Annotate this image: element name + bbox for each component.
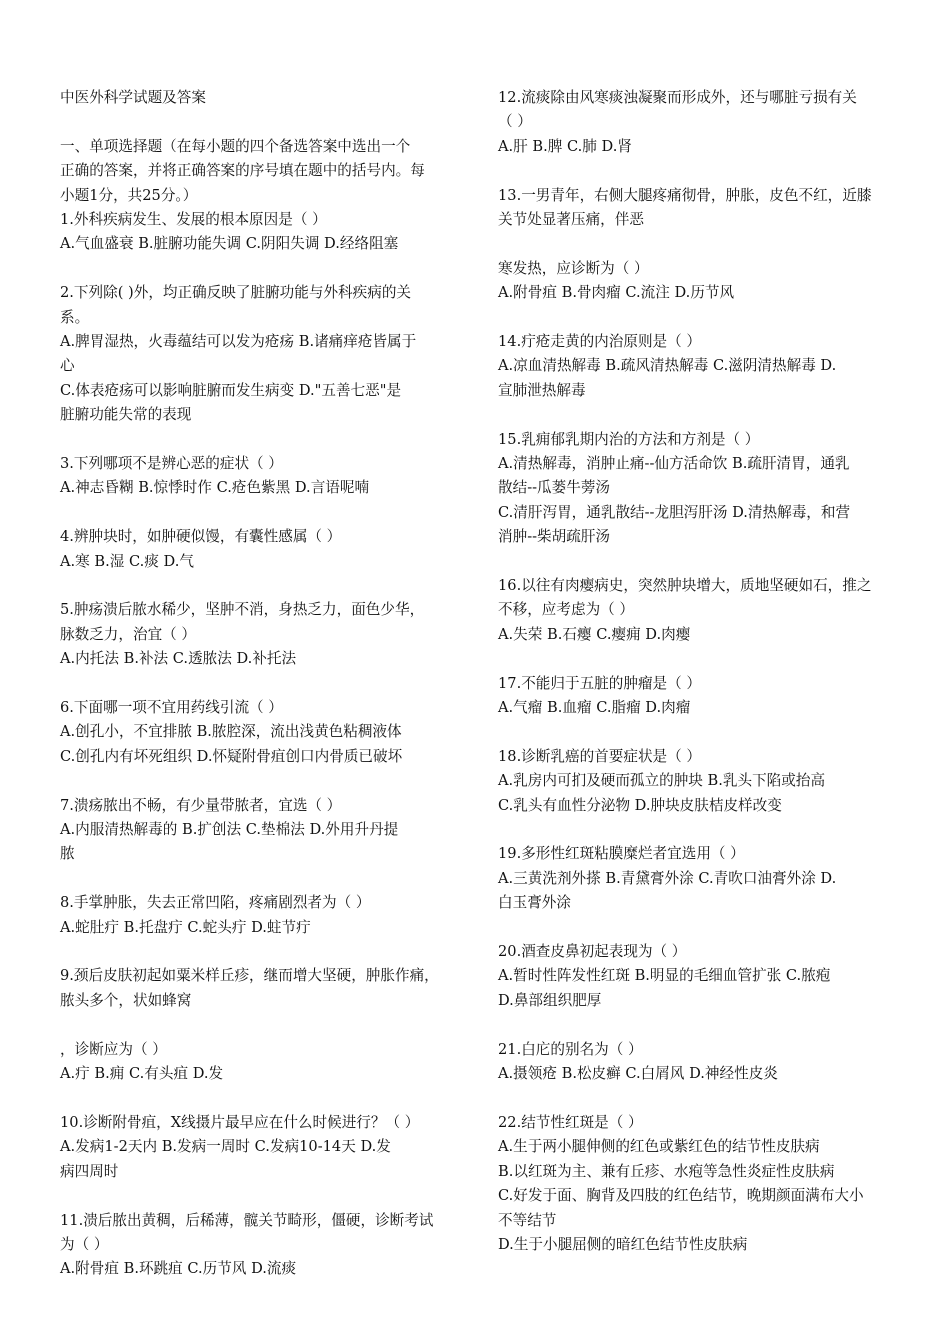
text-line: 小题1分，共25分。） [60,186,198,204]
text-line: 16.以往有肉瘿病史，突然肿块增大，质地坚硬如石，推之 [498,577,872,595]
text-line: A.摄领疮 B.松皮癣 C.白屑风 D.神经性皮炎 [498,1065,778,1083]
text-line: 3.下列哪项不是辨心恶的症状（ ） [60,455,283,473]
text-line: 13.一男青年，右侧大腿疼痛彻骨，肿胀，皮色不红，近膝 [498,186,872,204]
left-column [60,86,470,1282]
text-line: 脏腑功能失常的表现 [60,406,192,424]
text-line: 寒发热，应诊断为（ ） [498,259,649,277]
blank-line [60,110,470,134]
blank-line [498,550,910,574]
text-line: 不等结节 [498,1211,557,1229]
text-line: 15.乳痈郁乳期内治的方法和方剂是（ ） [498,430,760,448]
text-line: 不移，应考虑为（ ） [498,601,634,619]
text-line: ，诊断应为（ ） [60,1040,167,1058]
text-line: A.失荣 B.石瘿 C.瘿痈 D.肉瘿 [498,625,691,643]
text-line: B.以红斑为主、兼有丘疹、水疱等急性炎症性皮肤病 [498,1162,835,1180]
text-line: 脉数乏力，治宜（ ） [60,625,196,643]
text-line: 1.外科疾病发生、发展的根本原因是（ ） [60,211,327,229]
blank-line [498,818,910,842]
blank-line [60,867,470,891]
blank-line [60,574,470,598]
text-line: A.蛇肚疔 B.托盘疔 C.蛇头疔 D.蛀节疔 [60,918,311,936]
text-line: C.清肝泻胃，通乳散结--龙胆泻肝汤 D.清热解毒，和营 [498,503,851,521]
text-line: A.内服清热解毒的 B.扩创法 C.垫棉法 D.外用升丹提 [60,821,399,839]
text-line: 脓 [60,845,75,863]
right-column [498,86,910,1257]
text-line: 病四周时 [60,1162,119,1180]
blank-line [60,940,470,964]
text-line: 12.流痰除由风寒痰浊凝聚而形成外，还与哪脏亏损有关 [498,89,857,106]
text-line: 白玉膏外涂 [498,894,571,912]
text-line: 2.下列除( )外，均正确反映了脏腑功能与外科疾病的关 [60,284,412,302]
text-line: 5.肿疡溃后脓水稀少，坚肿不消，身热乏力，面色少华， [60,601,425,619]
text-line: A.附骨疽 B.骨肉瘤 C.流注 D.历节风 [498,284,735,302]
text-line: 为（ ） [60,1235,109,1253]
blank-line [60,257,470,281]
text-line: A.凉血清热解毒 B.疏风清热解毒 C.滋阴清热解毒 D. [498,357,837,375]
text-line: 系。 [60,308,90,326]
blank-line [498,159,910,183]
blank-line [60,1184,470,1208]
text-line: A.乳房内可扪及硬而孤立的肿块 B.乳头下陷或抬高 [498,772,826,790]
text-line: 21.白庀的别名为（ ） [498,1040,643,1058]
text-line: C.创孔内有坏死组织 D.怀疑附骨疽创口内骨质已破坏 [60,747,403,765]
blank-line [60,1013,470,1037]
text-line: 4.辨肿块时，如肿硬似馒，有囊性感属（ ） [60,528,342,546]
text-line: 10.诊断附骨疽，X线摄片最早应在什么时候进行？（ ） [60,1113,420,1131]
blank-line [498,1087,910,1111]
blank-line [498,647,910,671]
text-line: A.气瘤 B.血瘤 C.脂瘤 D.肉瘤 [498,699,691,717]
text-line: A.寒 B.湿 C.痰 D.气 [60,552,194,570]
text-line: A.气血盛衰 B.脏腑功能失调 C.阴阳失调 D.经络阻塞 [60,235,399,253]
text-line: 20.酒查皮鼻初起表现为（ ） [498,943,687,961]
text-line: 6.下面哪一项不宜用药线引流（ ） [60,699,283,717]
text-line: A.创孔小，不宜排脓 B.脓腔深，流出浅黄色粘稠液体 [60,723,402,741]
blank-line [498,720,910,744]
blank-line [60,769,470,793]
text-line: 消肿--柴胡疏肝汤 [498,528,611,546]
text-line: 14.疔疮走黄的内治原则是（ ） [498,333,701,351]
blank-line [60,672,470,696]
text-line: A.发病1-2天内 B.发病一周时 C.发病10-14天 D.发 [60,1138,391,1156]
text-line: A.生于两小腿伸侧的红色或紫红色的结节性皮肤病 [498,1138,820,1156]
text-line: 8.手掌肿胀，失去正常凹陷，疼痛剧烈者为（ ） [60,894,371,912]
text-line: 7.溃疡脓出不畅，有少量带脓者，宜选（ ） [60,796,342,814]
blank-line [60,428,470,452]
text-line: D.生于小腿屈侧的暗红色结节性皮肤病 [498,1235,748,1253]
text-line: （ ） [498,113,532,131]
text-line: C.体表疮疡可以影响脏腑而发生病变 D."五善七恶"是 [60,381,402,399]
text-line: 中医外科学试题及答案 [60,89,206,106]
text-line: A.内托法 B.补法 C.透脓法 D.补托法 [60,650,297,668]
text-line: A.清热解毒，消肿止痛--仙方活命饮 B.疏肝清胃，通乳 [498,455,850,473]
text-line: A.三黄洗剂外搽 B.青黛膏外涂 C.青吹口油膏外涂 D. [498,869,837,887]
text-line: A.暂时性阵发性红斑 B.明显的毛细血管扩张 C.脓疱 [498,967,831,985]
text-line: 9.颈后皮肤初起如粟米样丘疹，继而增大坚硬，肿胀作痛， [60,967,439,985]
text-line: 正确的答案，并将正确答案的序号填在题中的括号内。每 [60,162,425,180]
blank-line [498,232,910,256]
text-line: A.神志昏糊 B.惊悸时作 C.疮色紫黑 D.言语呢喃 [60,479,370,497]
text-line: C.乳头有血性分泌物 D.肿块皮肤桔皮样改变 [498,796,782,814]
blank-line [498,916,910,940]
text-line: 19.多形性红斑粘膜糜烂者宜选用（ ） [498,845,745,863]
text-line: 散结--瓜蒌牛蒡汤 [498,479,611,497]
text-line: A.肝 B.脾 C.肺 D.肾 [498,137,632,155]
blank-line [498,1013,910,1037]
text-line: 17.不能归于五脏的肿瘤是（ ） [498,674,701,692]
text-line: 心 [60,357,75,375]
text-line: 脓头多个，状如蜂窝 [60,991,192,1009]
blank-line [60,501,470,525]
blank-line [498,306,910,330]
text-line: 关节处显著压痛，伴恶 [498,211,644,229]
blank-line [60,1087,470,1111]
text-line: 一、单项选择题（在每小题的四个备选答案中选出一个 [60,137,411,155]
text-line: 宣肺泄热解毒 [498,381,586,399]
text-line: 22.结节性红斑是（ ） [498,1113,643,1131]
text-line: 11.溃后脓出黄稠，后稀薄，髋关节畸形，僵硬，诊断考试 [60,1211,434,1229]
text-line: A.脾胃湿热，火毒蕴结可以发为疮疡 B.诸痛痒疮皆属于 [60,333,417,351]
text-line: C.好发于面、胸背及四肢的红色结节，晚期颜面满布大小 [498,1187,864,1205]
blank-line [498,403,910,427]
text-line: A.附骨疽 B.环跳疽 C.历节风 D.流痰 [60,1260,297,1278]
text-line: D.鼻部组织肥厚 [498,991,602,1009]
text-line: 18.诊断乳癌的首要症状是（ ） [498,747,701,765]
text-line: A.疔 B.痈 C.有头疽 D.发 [60,1065,224,1083]
